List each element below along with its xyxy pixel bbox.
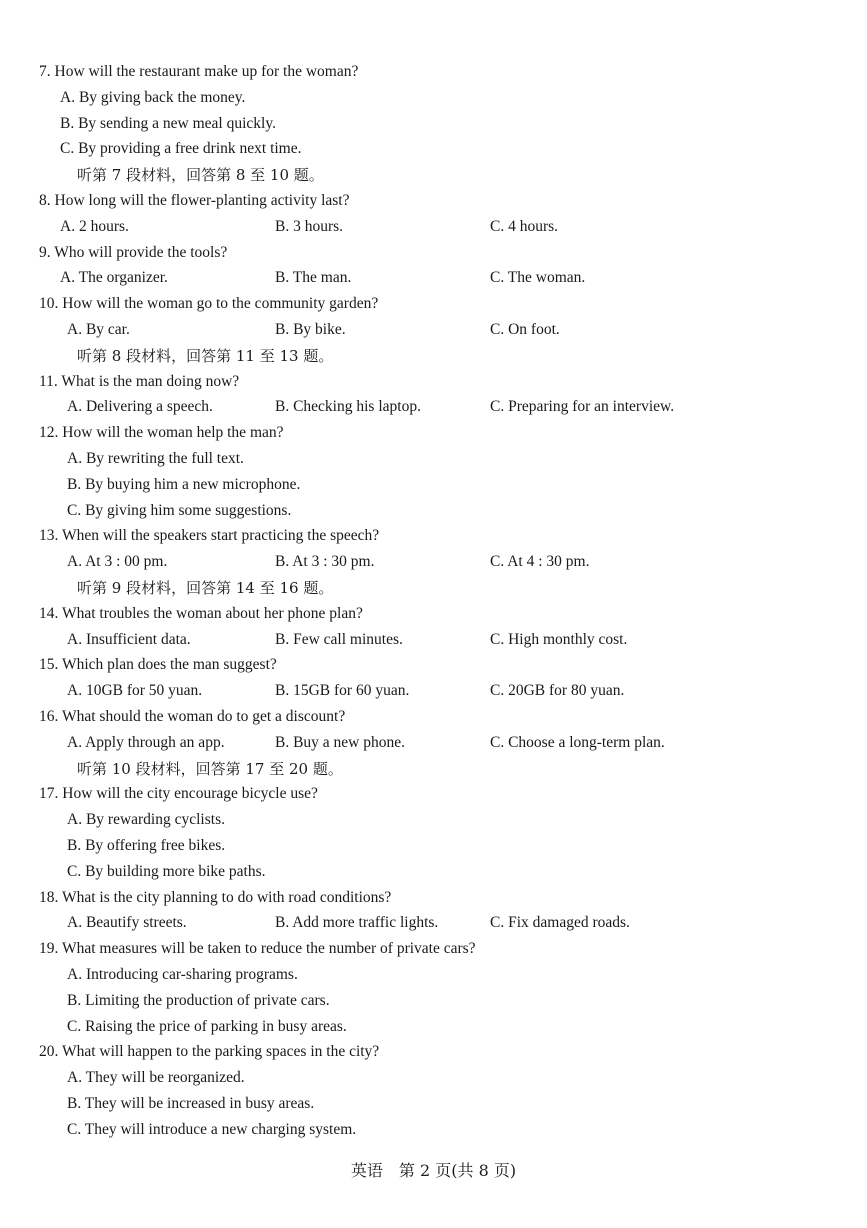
option-b: B. Add more traffic lights. xyxy=(275,914,439,932)
option-b: B. Limiting the production of private cars. xyxy=(67,991,330,1009)
question-stem: 17. How will the city encourage bicycle use? xyxy=(39,785,318,803)
option-b: B. By bike. xyxy=(275,321,346,338)
section-instruction: 听第 10 段材料，回答第 17 至 20 题。 xyxy=(77,759,343,778)
option-c: C. By providing a free drink next time. xyxy=(60,140,302,158)
question-stem: 13. When will the speakers start practicing the speech? xyxy=(39,527,380,545)
section-instruction: 听第 8 段材料，回答第 11 至 13 题。 xyxy=(77,346,334,365)
option-a: A. Apply through an app. xyxy=(67,733,225,751)
option-a: A. The organizer. xyxy=(60,269,168,287)
option-a: A. They will be reorganized. xyxy=(67,1069,245,1087)
section-instruction: 听第 7 段材料，回答第 8 至 10 题。 xyxy=(77,166,324,185)
option-c: C. Preparing for an interview. xyxy=(490,398,675,416)
option-c: C. High monthly cost. xyxy=(490,630,628,648)
option-a: A. By giving back the money. xyxy=(60,88,246,106)
option-b: B. By sending a new meal quickly. xyxy=(60,114,276,132)
option-a: A. By car. xyxy=(67,321,130,338)
option-b: B. By buying him a new microphone. xyxy=(67,475,301,493)
option-a: A. 10GB for 50 yuan. xyxy=(67,682,203,700)
option-b: B. The man. xyxy=(275,269,352,287)
question-stem: 18. What is the city planning to do with road conditions? xyxy=(39,888,392,906)
question-stem: 10. How will the woman go to the community garden? xyxy=(39,295,379,313)
question-stem: 9. Who will provide the tools? xyxy=(39,243,228,261)
option-c: C. By building more bike paths. xyxy=(67,862,266,880)
question-stem: 12. How will the woman help the man? xyxy=(39,424,284,442)
option-a: A. 2 hours. xyxy=(60,217,129,235)
question-stem: 20. What will happen to the parking spaces in the city? xyxy=(39,1043,380,1061)
option-c: C. At 4 : 30 pm. xyxy=(490,553,590,571)
option-c: C. 20GB for 80 yuan. xyxy=(490,682,625,700)
question-stem: 11. What is the man doing now? xyxy=(39,372,240,390)
section-instruction: 听第 9 段材料，回答第 14 至 16 题。 xyxy=(77,579,334,597)
option-a: A. By rewriting the full text. xyxy=(67,450,244,467)
option-a: A. By rewarding cyclists. xyxy=(67,811,225,829)
question-stem: 14. What troubles the woman about her phone plan? xyxy=(39,604,363,622)
option-a: A. Beautify streets. xyxy=(67,914,187,932)
option-c: C. They will introduce a new charging system. xyxy=(67,1120,357,1138)
question-stem: 16. What should the woman do to get a discount? xyxy=(39,708,346,725)
option-b: B. Buy a new phone. xyxy=(275,733,406,751)
option-c: C. Choose a long-term plan. xyxy=(490,733,665,751)
option-b: B. Checking his laptop. xyxy=(275,398,421,416)
option-b: B. 15GB for 60 yuan. xyxy=(275,682,410,700)
option-c: C. By giving him some suggestions. xyxy=(67,501,292,519)
option-b: B. Few call minutes. xyxy=(275,630,403,648)
option-b: B. By offering free bikes. xyxy=(67,837,226,854)
question-stem: 15. Which plan does the man suggest? xyxy=(39,656,277,674)
option-b: B. 3 hours. xyxy=(275,217,344,235)
option-c: C. Raising the price of parking in busy areas. xyxy=(67,1017,347,1035)
option-a: A. Insufficient data. xyxy=(67,630,191,648)
option-c: C. 4 hours. xyxy=(490,217,559,235)
option-b: B. They will be increased in busy areas. xyxy=(67,1095,315,1112)
question-stem: 19. What measures will be taken to reduce the number of private cars? xyxy=(39,940,476,958)
question-stem: 8. How long will the flower-planting activity last? xyxy=(39,192,350,209)
option-c: C. Fix damaged roads. xyxy=(490,914,630,932)
option-a: A. At 3 : 00 pm. xyxy=(67,553,168,571)
option-b: B. At 3 : 30 pm. xyxy=(275,553,375,571)
option-c: C. The woman. xyxy=(490,269,586,287)
question-stem: 7. How will the restaurant make up for the woman? xyxy=(39,63,359,80)
option-a: A. Delivering a speech. xyxy=(67,398,213,416)
option-a: A. Introducing car-sharing programs. xyxy=(67,966,298,983)
option-c: C. On foot. xyxy=(490,321,560,338)
page-footer: 英语 第 2 页(共 8 页) xyxy=(350,1161,517,1180)
